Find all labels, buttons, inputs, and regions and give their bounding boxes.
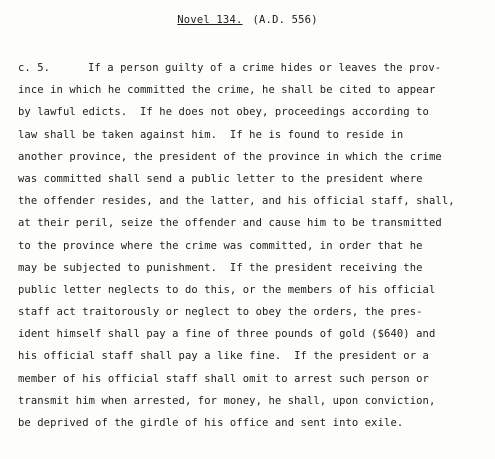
text-line: to the province where the crime was committed, in order that he (18, 239, 423, 252)
text-line: staff act traitorously or neglect to obey the orders, the pres- (18, 306, 423, 319)
text-line: was committed shall send a public letter to the president where (18, 172, 423, 185)
text-line: be deprived of the girdle of his office and sent into exile. (18, 417, 404, 429)
text-line: law shall be taken against him. If he is found to reside in (18, 128, 404, 141)
section-label: c. 5. (18, 62, 51, 74)
text-line: may be subjected to punishment. If the president receiving the (18, 261, 423, 274)
page-heading (0, 14, 495, 26)
text-line: ident himself shall pay a fine of three pounds of gold ($640) and (18, 328, 436, 341)
text-line: at their peril, seize the offender and cause him to be transmitted (18, 217, 442, 230)
novel-title: Novel 134. (177, 14, 243, 26)
text-line: by lawful edicts. If he does not obey, proceedings according to (18, 106, 429, 119)
text-line: member of his official staff shall omit to arrest such person or (18, 372, 429, 385)
section-text (18, 57, 488, 434)
text-line: ince in which he committed the crime, he shall be cited to appear (18, 84, 436, 97)
text-line: his official staff shall pay a like fine. If the president or a (18, 350, 429, 363)
text-line: another province, the president of the province in which the crime (18, 150, 442, 163)
text-line: public letter neglects to do this, or the members of his official (18, 283, 436, 296)
text-line: transmit him when arrested, for money, he shall, upon conviction, (18, 394, 436, 407)
novel-date: (A.D. 556) (252, 14, 318, 26)
text-line: c. 5. If a person guilty of a crime hides or leaves the prov- (18, 57, 488, 79)
text-line: the offender resides, and the latter, and his official staff, shall, (18, 195, 455, 208)
